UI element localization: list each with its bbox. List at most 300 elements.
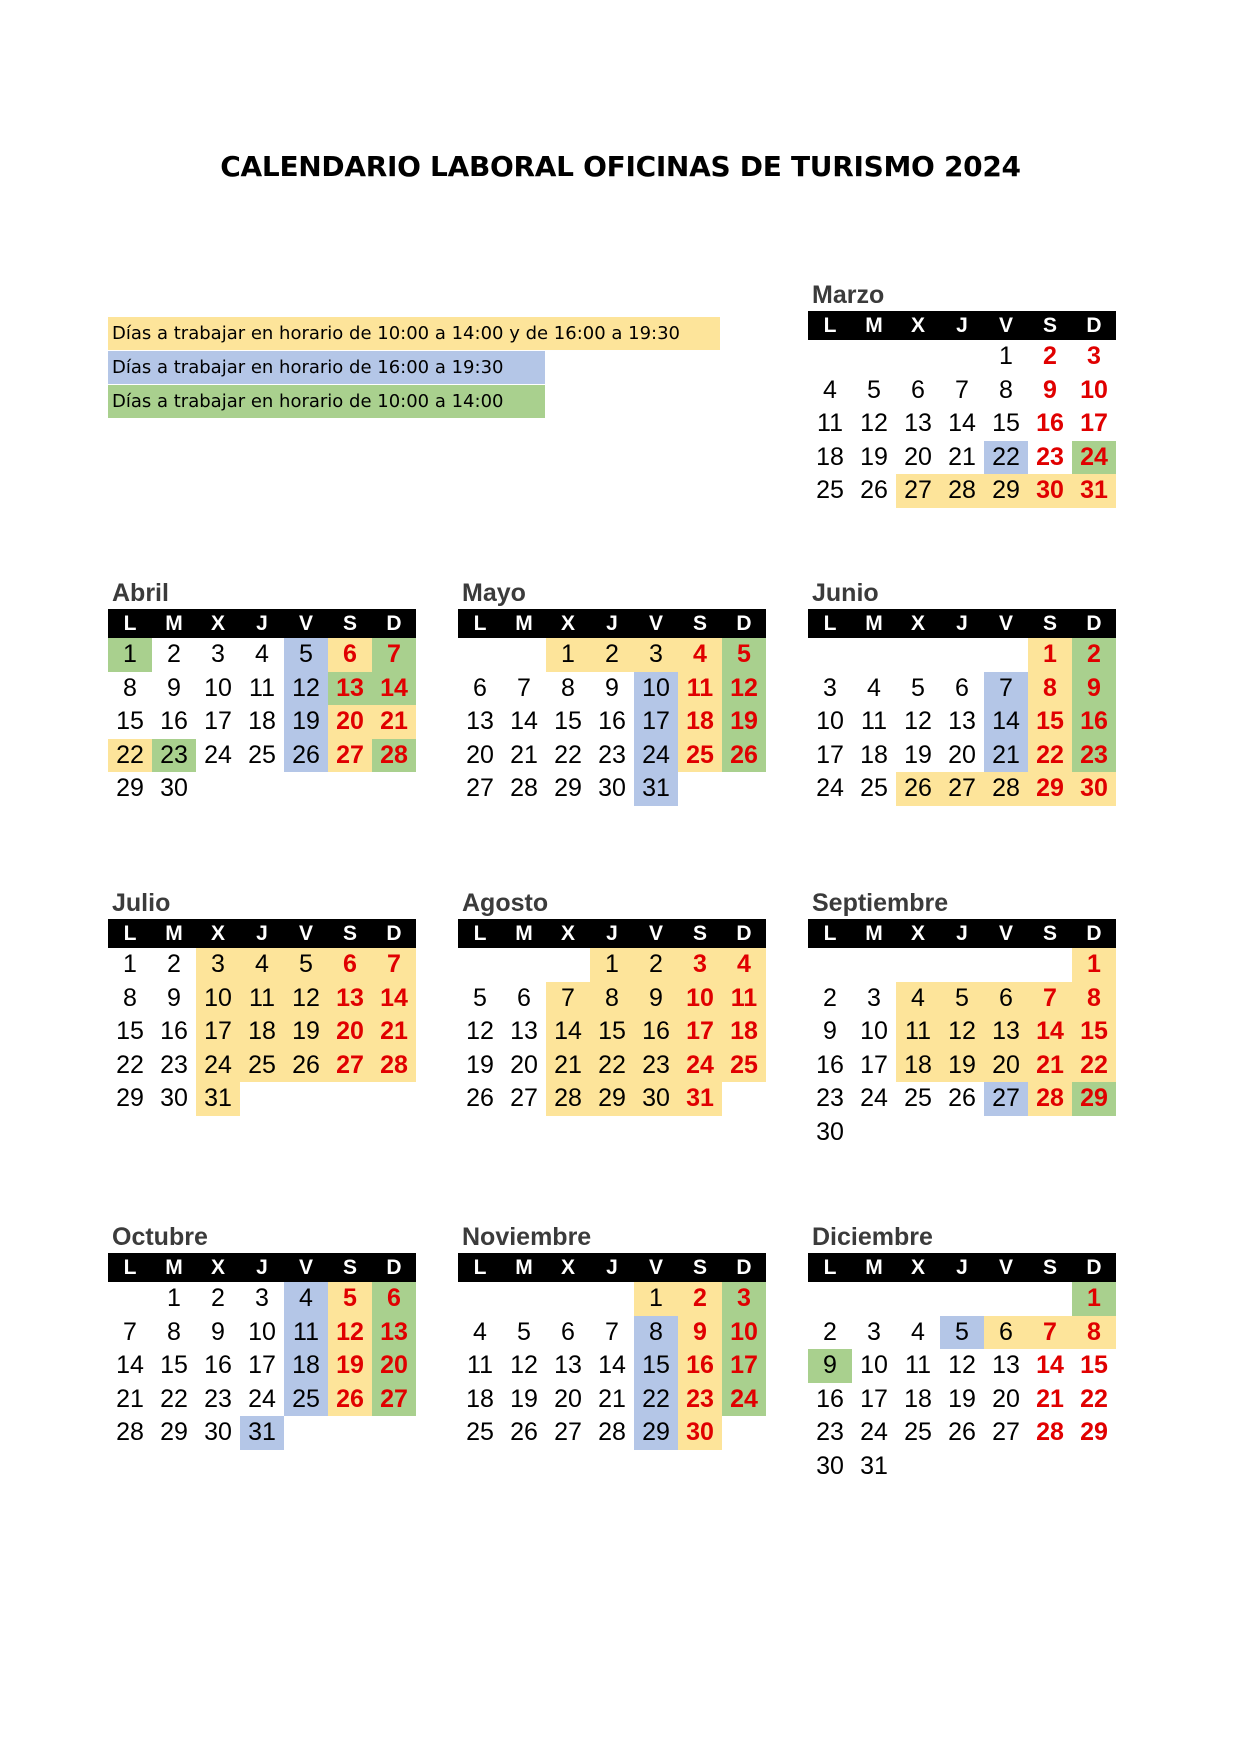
day-grid bbox=[458, 948, 766, 1116]
day-cell: 20 bbox=[466, 740, 494, 769]
day-cell: 6 bbox=[328, 948, 372, 982]
day-cell: 9 bbox=[823, 1017, 837, 1045]
day-cell: 17 bbox=[248, 1351, 276, 1379]
day-cell: 20 bbox=[328, 1015, 372, 1049]
weekday-label: L bbox=[823, 922, 837, 945]
empty-day-cell bbox=[940, 1282, 984, 1316]
day-grid bbox=[808, 638, 1116, 806]
day-cell: 17 bbox=[204, 707, 232, 735]
day-cell: 1 bbox=[590, 948, 634, 982]
day-cell: 21 bbox=[510, 740, 538, 769]
day-cell: 30 bbox=[1028, 474, 1072, 508]
weekday-label: M bbox=[865, 1256, 883, 1279]
month-noviembre bbox=[458, 1222, 766, 1450]
day-cell: 2 bbox=[590, 638, 634, 672]
day-cell: 28 bbox=[510, 774, 538, 802]
day-cell: 15 bbox=[992, 409, 1020, 437]
day-cell: 20 bbox=[992, 1384, 1020, 1413]
day-cell: 16 bbox=[204, 1351, 232, 1379]
weekday-label: D bbox=[736, 1256, 752, 1279]
weekday-label: J bbox=[956, 314, 968, 337]
day-cell: 5 bbox=[940, 1316, 984, 1350]
day-cell: 11 bbox=[861, 707, 887, 735]
day-cell: 4 bbox=[678, 638, 722, 672]
empty-day-cell bbox=[852, 638, 896, 672]
weekday-label: J bbox=[956, 922, 968, 945]
weekday-label: X bbox=[910, 1256, 925, 1279]
day-cell: 2 bbox=[167, 950, 181, 978]
day-cell: 19 bbox=[328, 1349, 372, 1383]
empty-day-cell bbox=[1028, 948, 1072, 982]
month-octubre bbox=[108, 1222, 416, 1450]
empty-day-cell bbox=[896, 340, 940, 374]
day-cell: 26 bbox=[466, 1084, 494, 1112]
day-cell: 25 bbox=[904, 1084, 932, 1112]
day-cell: 18 bbox=[240, 1015, 284, 1049]
empty-day-cell bbox=[590, 1282, 634, 1316]
empty-day-cell bbox=[502, 638, 546, 672]
day-cell: 15 bbox=[634, 1349, 678, 1383]
day-cell: 30 bbox=[204, 1418, 232, 1446]
day-cell: 13 bbox=[948, 707, 976, 735]
day-cell: 1 bbox=[1072, 948, 1116, 982]
day-cell: 8 bbox=[123, 983, 137, 1012]
day-cell: 9 bbox=[678, 1316, 722, 1350]
day-cell: 7 bbox=[984, 672, 1028, 706]
day-cell: 1 bbox=[546, 638, 590, 672]
empty-day-cell bbox=[940, 948, 984, 982]
empty-day-cell bbox=[984, 948, 1028, 982]
weekday-header bbox=[808, 311, 1116, 340]
day-cell: 4 bbox=[284, 1282, 328, 1316]
weekday-label: L bbox=[123, 612, 137, 635]
day-cell: 19 bbox=[284, 705, 328, 739]
weekday-label: L bbox=[823, 314, 837, 337]
day-cell: 24 bbox=[722, 1383, 766, 1417]
day-cell: 28 bbox=[984, 772, 1028, 806]
day-cell: 19 bbox=[284, 1015, 328, 1049]
weekday-label: S bbox=[342, 922, 357, 945]
day-cell: 10 bbox=[722, 1316, 766, 1350]
day-cell: 19 bbox=[904, 740, 932, 769]
day-cell: 13 bbox=[904, 409, 932, 437]
weekday-label: M bbox=[865, 922, 883, 945]
month-name: Marzo bbox=[812, 281, 885, 309]
day-cell: 28 bbox=[372, 739, 416, 773]
day-cell: 12 bbox=[948, 1351, 976, 1379]
empty-day-cell bbox=[896, 1282, 940, 1316]
weekday-label: V bbox=[998, 612, 1013, 635]
weekday-label: S bbox=[1042, 922, 1057, 945]
day-cell: 1 bbox=[1028, 638, 1072, 672]
day-cell: 14 bbox=[546, 1015, 590, 1049]
day-cell: 5 bbox=[911, 673, 925, 702]
weekday-label: V bbox=[648, 922, 663, 945]
day-cell: 1 bbox=[108, 638, 152, 672]
day-cell: 13 bbox=[992, 1351, 1020, 1379]
day-cell: 16 bbox=[634, 1015, 678, 1049]
weekday-header bbox=[808, 919, 1116, 948]
day-cell: 7 bbox=[372, 948, 416, 982]
weekday-label: D bbox=[386, 1256, 402, 1279]
month-name: Octubre bbox=[112, 1223, 208, 1251]
empty-day-cell bbox=[1028, 1282, 1072, 1316]
day-cell: 18 bbox=[904, 1384, 932, 1413]
day-cell: 30 bbox=[816, 1117, 844, 1146]
day-cell: 19 bbox=[722, 705, 766, 739]
day-cell: 11 bbox=[722, 982, 766, 1016]
day-cell: 17 bbox=[816, 740, 844, 769]
weekday-label: V bbox=[648, 1256, 663, 1279]
day-cell: 3 bbox=[722, 1282, 766, 1316]
day-cell: 14 bbox=[948, 409, 976, 437]
month-diciembre bbox=[808, 1222, 1116, 1483]
day-cell: 30 bbox=[1072, 772, 1116, 806]
day-cell: 8 bbox=[123, 673, 137, 702]
day-cell: 24 bbox=[860, 1418, 888, 1446]
day-cell: 14 bbox=[984, 705, 1028, 739]
day-cell: 24 bbox=[678, 1049, 722, 1083]
day-cell: 14 bbox=[372, 982, 416, 1016]
day-cell: 28 bbox=[546, 1082, 590, 1116]
day-cell: 16 bbox=[816, 1050, 844, 1079]
empty-day-cell bbox=[458, 1282, 502, 1316]
day-cell: 14 bbox=[1036, 1351, 1064, 1379]
weekday-label: M bbox=[515, 922, 533, 945]
day-cell: 12 bbox=[860, 409, 888, 437]
day-cell: 3 bbox=[255, 1284, 269, 1312]
day-cell: 6 bbox=[328, 638, 372, 672]
day-cell: 25 bbox=[240, 1049, 284, 1083]
day-cell: 2 bbox=[823, 983, 837, 1012]
day-cell: 17 bbox=[196, 1015, 240, 1049]
day-cell: 28 bbox=[1036, 1418, 1064, 1446]
day-cell: 18 bbox=[860, 740, 888, 769]
weekday-label: M bbox=[515, 612, 533, 635]
weekday-label: V bbox=[998, 314, 1013, 337]
day-cell: 23 bbox=[1036, 442, 1064, 471]
day-cell: 24 bbox=[1072, 441, 1116, 475]
empty-day-cell bbox=[458, 948, 502, 982]
day-cell: 25 bbox=[860, 774, 888, 802]
weekday-label: J bbox=[606, 1256, 618, 1279]
day-cell: 10 bbox=[204, 673, 232, 702]
day-cell: 3 bbox=[823, 673, 837, 702]
empty-day-cell bbox=[984, 1282, 1028, 1316]
day-cell: 27 bbox=[328, 739, 372, 773]
day-cell: 29 bbox=[984, 474, 1028, 508]
day-cell: 4 bbox=[240, 948, 284, 982]
weekday-label: D bbox=[1086, 1256, 1102, 1279]
day-cell: 21 bbox=[116, 1384, 144, 1413]
day-cell: 26 bbox=[722, 739, 766, 773]
weekday-label: J bbox=[256, 612, 268, 635]
day-cell: 22 bbox=[116, 1050, 144, 1079]
day-cell: 23 bbox=[1072, 739, 1116, 773]
day-cell: 26 bbox=[284, 1049, 328, 1083]
day-cell: 4 bbox=[823, 375, 837, 404]
day-cell: 6 bbox=[984, 1316, 1028, 1350]
day-cell: 13 bbox=[466, 707, 494, 735]
weekday-label: D bbox=[736, 612, 752, 635]
weekday-label: X bbox=[560, 1256, 575, 1279]
day-cell: 14 bbox=[372, 672, 416, 706]
weekday-label: D bbox=[1086, 922, 1102, 945]
day-cell: 3 bbox=[867, 1317, 881, 1346]
weekday-header bbox=[808, 1253, 1116, 1282]
day-cell: 8 bbox=[1072, 982, 1116, 1016]
day-cell: 15 bbox=[1028, 705, 1072, 739]
empty-day-cell bbox=[808, 1282, 852, 1316]
weekday-label: D bbox=[386, 922, 402, 945]
day-cell: 24 bbox=[634, 739, 678, 773]
weekday-label: M bbox=[165, 922, 183, 945]
day-cell: 23 bbox=[634, 1049, 678, 1083]
day-cell: 18 bbox=[816, 442, 844, 471]
day-cell: 17 bbox=[722, 1349, 766, 1383]
day-cell: 7 bbox=[1028, 982, 1072, 1016]
day-cell: 8 bbox=[999, 375, 1013, 404]
day-cell: 29 bbox=[160, 1418, 188, 1446]
day-cell: 6 bbox=[955, 673, 969, 702]
empty-day-cell bbox=[546, 948, 590, 982]
day-cell: 21 bbox=[948, 442, 976, 471]
day-grid bbox=[108, 948, 416, 1116]
day-cell: 24 bbox=[204, 740, 232, 769]
weekday-label: X bbox=[560, 922, 575, 945]
day-cell: 21 bbox=[1036, 1384, 1064, 1413]
weekday-label: L bbox=[823, 1256, 837, 1279]
day-cell: 25 bbox=[466, 1418, 494, 1446]
day-cell: 14 bbox=[1028, 1015, 1072, 1049]
weekday-label: M bbox=[515, 1256, 533, 1279]
day-cell: 15 bbox=[160, 1351, 188, 1379]
day-cell: 30 bbox=[816, 1451, 844, 1480]
day-grid bbox=[808, 948, 1116, 1149]
day-cell: 20 bbox=[328, 705, 372, 739]
day-cell: 26 bbox=[328, 1383, 372, 1417]
month-agosto bbox=[458, 888, 766, 1116]
empty-day-cell bbox=[940, 638, 984, 672]
day-cell: 5 bbox=[940, 982, 984, 1016]
day-cell: 29 bbox=[1080, 1418, 1108, 1446]
weekday-label: X bbox=[910, 612, 925, 635]
day-cell: 10 bbox=[1080, 375, 1108, 404]
day-cell: 18 bbox=[466, 1384, 494, 1413]
weekday-label: S bbox=[342, 612, 357, 635]
day-cell: 8 bbox=[1028, 672, 1072, 706]
weekday-label: M bbox=[865, 314, 883, 337]
weekday-label: V bbox=[998, 922, 1013, 945]
weekday-label: L bbox=[123, 922, 137, 945]
day-cell: 19 bbox=[860, 442, 888, 471]
empty-day-cell bbox=[808, 638, 852, 672]
day-cell: 15 bbox=[1072, 1015, 1116, 1049]
empty-day-cell bbox=[502, 1282, 546, 1316]
day-cell: 7 bbox=[517, 673, 531, 702]
weekday-label: L bbox=[823, 612, 837, 635]
day-cell: 27 bbox=[984, 1082, 1028, 1116]
day-cell: 4 bbox=[867, 673, 881, 702]
month-name: Abril bbox=[112, 579, 169, 607]
weekday-label: V bbox=[998, 1256, 1013, 1279]
day-cell: 25 bbox=[678, 739, 722, 773]
day-cell: 16 bbox=[1072, 705, 1116, 739]
day-cell: 2 bbox=[211, 1284, 225, 1312]
day-cell: 12 bbox=[904, 707, 932, 735]
day-cell: 27 bbox=[466, 774, 494, 802]
day-cell: 16 bbox=[160, 1017, 188, 1045]
month-name: Julio bbox=[112, 889, 171, 917]
month-name: Septiembre bbox=[812, 889, 949, 917]
day-cell: 13 bbox=[328, 982, 372, 1016]
day-cell: 4 bbox=[911, 1317, 925, 1346]
day-cell: 23 bbox=[152, 739, 196, 773]
empty-day-cell bbox=[896, 948, 940, 982]
weekday-label: J bbox=[606, 922, 618, 945]
legend-item-morning-schedule: Días a trabajar en horario de 10:00 a 14:00 bbox=[108, 385, 545, 418]
day-cell: 3 bbox=[211, 640, 225, 668]
weekday-label: M bbox=[865, 612, 883, 635]
day-cell: 17 bbox=[860, 1384, 888, 1413]
day-cell: 26 bbox=[284, 739, 328, 773]
weekday-label: J bbox=[256, 1256, 268, 1279]
day-cell: 26 bbox=[896, 772, 940, 806]
month-septiembre bbox=[808, 888, 1116, 1149]
day-cell: 17 bbox=[634, 705, 678, 739]
weekday-label: X bbox=[210, 922, 225, 945]
day-cell: 3 bbox=[678, 948, 722, 982]
day-cell: 23 bbox=[160, 1050, 188, 1079]
day-cell: 8 bbox=[1072, 1316, 1116, 1350]
day-cell: 22 bbox=[160, 1384, 188, 1413]
day-cell: 30 bbox=[678, 1416, 722, 1450]
day-cell: 14 bbox=[598, 1351, 626, 1379]
day-grid bbox=[458, 1282, 766, 1450]
day-cell: 17 bbox=[678, 1015, 722, 1049]
day-cell: 21 bbox=[372, 1015, 416, 1049]
day-cell: 25 bbox=[248, 740, 276, 769]
day-cell: 15 bbox=[554, 707, 582, 735]
day-cell: 10 bbox=[816, 707, 844, 735]
day-cell: 10 bbox=[678, 982, 722, 1016]
day-cell: 13 bbox=[328, 672, 372, 706]
day-cell: 12 bbox=[722, 672, 766, 706]
day-cell: 7 bbox=[546, 982, 590, 1016]
day-cell: 31 bbox=[196, 1082, 240, 1116]
day-cell: 20 bbox=[510, 1050, 538, 1079]
day-cell: 3 bbox=[196, 948, 240, 982]
weekday-label: L bbox=[473, 612, 487, 635]
empty-day-cell bbox=[984, 638, 1028, 672]
day-cell: 17 bbox=[1080, 409, 1108, 437]
weekday-label: S bbox=[342, 1256, 357, 1279]
day-cell: 21 bbox=[598, 1384, 626, 1413]
weekday-header bbox=[458, 1253, 766, 1282]
day-cell: 16 bbox=[598, 707, 626, 735]
month-name: Noviembre bbox=[462, 1223, 592, 1251]
day-grid bbox=[808, 1282, 1116, 1483]
empty-day-cell bbox=[808, 340, 852, 374]
day-cell: 13 bbox=[372, 1316, 416, 1350]
day-cell: 20 bbox=[904, 442, 932, 471]
day-cell: 19 bbox=[940, 1049, 984, 1083]
day-cell: 12 bbox=[940, 1015, 984, 1049]
weekday-header bbox=[458, 919, 766, 948]
day-cell: 5 bbox=[284, 638, 328, 672]
day-cell: 9 bbox=[808, 1349, 852, 1383]
empty-day-cell bbox=[808, 948, 852, 982]
day-cell: 21 bbox=[1028, 1049, 1072, 1083]
month-abril bbox=[108, 578, 416, 806]
day-cell: 29 bbox=[590, 1082, 634, 1116]
day-cell: 2 bbox=[167, 640, 181, 668]
day-cell: 12 bbox=[510, 1351, 538, 1379]
day-cell: 9 bbox=[605, 673, 619, 702]
day-cell: 29 bbox=[116, 774, 144, 802]
day-cell: 22 bbox=[1028, 739, 1072, 773]
day-grid bbox=[108, 1282, 416, 1450]
page-title: CALENDARIO LABORAL OFICINAS DE TURISMO 2024 bbox=[220, 150, 1021, 183]
day-cell: 10 bbox=[196, 982, 240, 1016]
weekday-label: J bbox=[606, 612, 618, 635]
day-cell: 6 bbox=[561, 1317, 575, 1346]
day-cell: 2 bbox=[823, 1317, 837, 1346]
day-cell: 27 bbox=[896, 474, 940, 508]
weekday-label: L bbox=[473, 922, 487, 945]
weekday-label: X bbox=[560, 612, 575, 635]
weekday-label: J bbox=[956, 1256, 968, 1279]
weekday-label: S bbox=[1042, 612, 1057, 635]
day-grid bbox=[108, 638, 416, 806]
day-cell: 22 bbox=[1072, 1049, 1116, 1083]
weekday-label: V bbox=[298, 922, 313, 945]
day-cell: 31 bbox=[634, 772, 678, 806]
weekday-label: D bbox=[386, 612, 402, 635]
weekday-label: D bbox=[1086, 612, 1102, 635]
day-cell: 3 bbox=[867, 983, 881, 1012]
weekday-label: S bbox=[1042, 314, 1057, 337]
day-cell: 20 bbox=[984, 1049, 1028, 1083]
day-cell: 9 bbox=[167, 983, 181, 1012]
day-cell: 5 bbox=[328, 1282, 372, 1316]
weekday-header bbox=[458, 609, 766, 638]
day-cell: 26 bbox=[510, 1418, 538, 1446]
day-cell: 11 bbox=[896, 1015, 940, 1049]
day-cell: 7 bbox=[123, 1317, 137, 1346]
weekday-label: J bbox=[956, 612, 968, 635]
empty-day-cell bbox=[852, 948, 896, 982]
weekday-label: S bbox=[1042, 1256, 1057, 1279]
day-cell: 6 bbox=[473, 673, 487, 702]
day-cell: 21 bbox=[546, 1049, 590, 1083]
day-cell: 24 bbox=[816, 774, 844, 802]
day-cell: 7 bbox=[372, 638, 416, 672]
legend bbox=[108, 317, 720, 419]
weekday-label: X bbox=[210, 612, 225, 635]
day-cell: 15 bbox=[1080, 1351, 1108, 1379]
day-cell: 18 bbox=[248, 707, 276, 735]
day-cell: 3 bbox=[1087, 342, 1101, 370]
day-cell: 22 bbox=[554, 740, 582, 769]
day-cell: 25 bbox=[284, 1383, 328, 1417]
day-cell: 15 bbox=[116, 1017, 144, 1045]
empty-day-cell bbox=[458, 638, 502, 672]
day-cell: 11 bbox=[284, 1316, 328, 1350]
legend-item-afternoon-schedule: Días a trabajar en horario de 16:00 a 19:30 bbox=[108, 351, 545, 384]
empty-day-cell bbox=[896, 638, 940, 672]
day-cell: 29 bbox=[116, 1084, 144, 1112]
